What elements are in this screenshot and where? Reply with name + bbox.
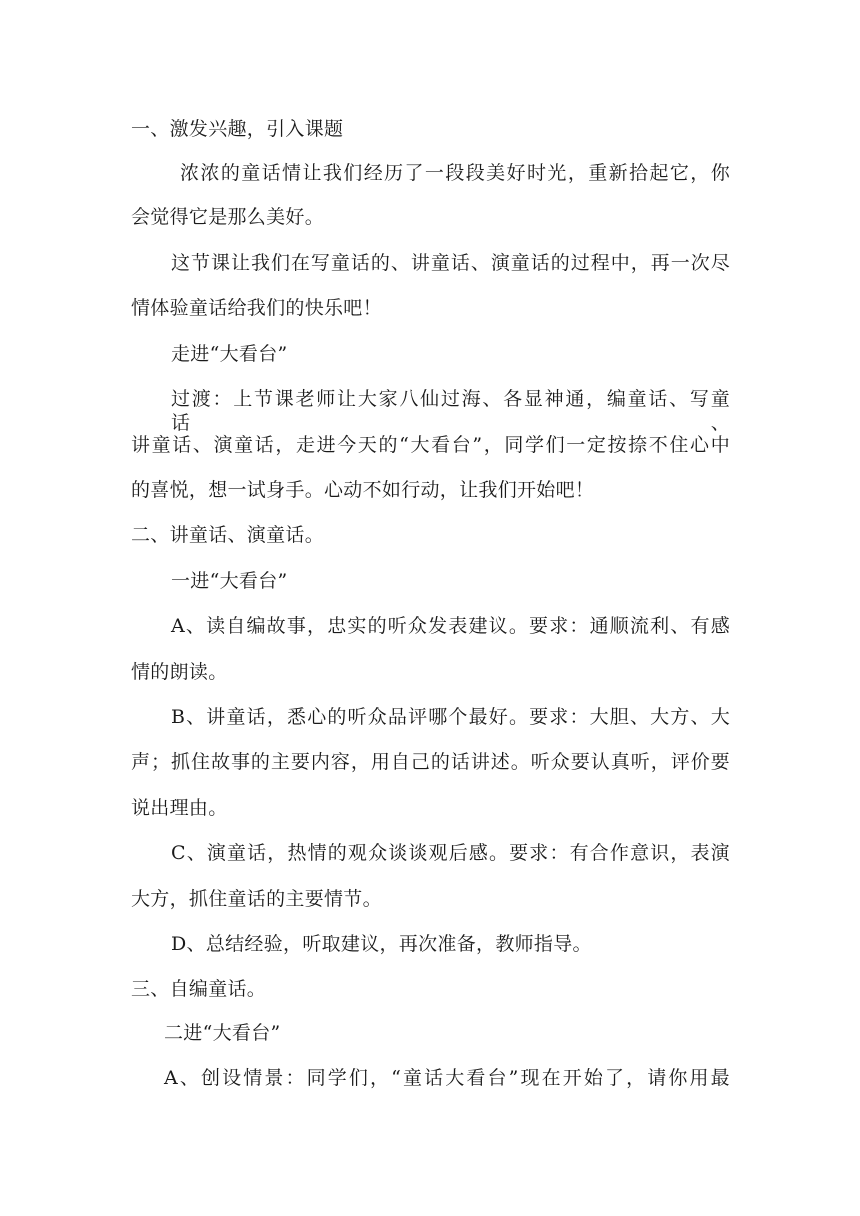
- paragraph-line: A、创设情景：同学们，“童话大看台”现在开始了，请你用最: [164, 1067, 730, 1089]
- subheading: 走进“大看台”: [171, 343, 288, 365]
- paragraph-line: C、演童话，热情的观众谈谈观后感。要求：有合作意识，表演: [171, 842, 730, 864]
- paragraph-line: 的喜悦，想一试身手。心动不如行动，让我们开始吧！: [131, 479, 595, 501]
- paragraph-line: 声；抓住故事的主要内容，用自己的话讲述。听众要认真听，评价要: [131, 751, 730, 773]
- paragraph-line: B、讲童话，悉心的听众品评哪个最好。要求：大胆、大方、大: [171, 706, 730, 728]
- paragraph-line: A、读自编故事，忠实的听众发表建议。要求：通顺流利、有感: [171, 615, 730, 637]
- paragraph-line: D、总结经验，听取建议，再次准备，教师指导。: [171, 933, 592, 955]
- paragraph-line: 讲童话、演童话，走进今天的“大看台”，同学们一定按捺不住心中: [131, 434, 730, 456]
- section-heading-2: 二、讲童话、演童话。: [131, 524, 325, 546]
- paragraph-line: 这节课让我们在写童话的、讲童话、演童话的过程中，再一次尽: [171, 252, 730, 274]
- subheading: 二进“大看台”: [164, 1022, 281, 1044]
- section-heading-1: 一、激发兴趣，引入课题: [131, 118, 344, 140]
- paragraph-line: 会觉得它是那么美好。: [131, 206, 325, 228]
- section-heading-3: 三、自编童话。: [131, 978, 267, 1000]
- paragraph-line: 说出理由。: [131, 797, 228, 819]
- subheading: 一进“大看台”: [171, 570, 288, 592]
- paragraph-line: 过渡：上节课老师让大家八仙过海、各显神通，编童话、写童话、: [171, 388, 730, 434]
- paragraph-line: 情的朗读。: [131, 661, 228, 683]
- paragraph-line: 浓浓的童话情让我们经历了一段段美好时光，重新拾起它，你: [180, 162, 730, 184]
- paragraph-line: 大方，抓住童话的主要情节。: [131, 888, 382, 910]
- paragraph-line: 情体验童话给我们的快乐吧！: [131, 297, 382, 319]
